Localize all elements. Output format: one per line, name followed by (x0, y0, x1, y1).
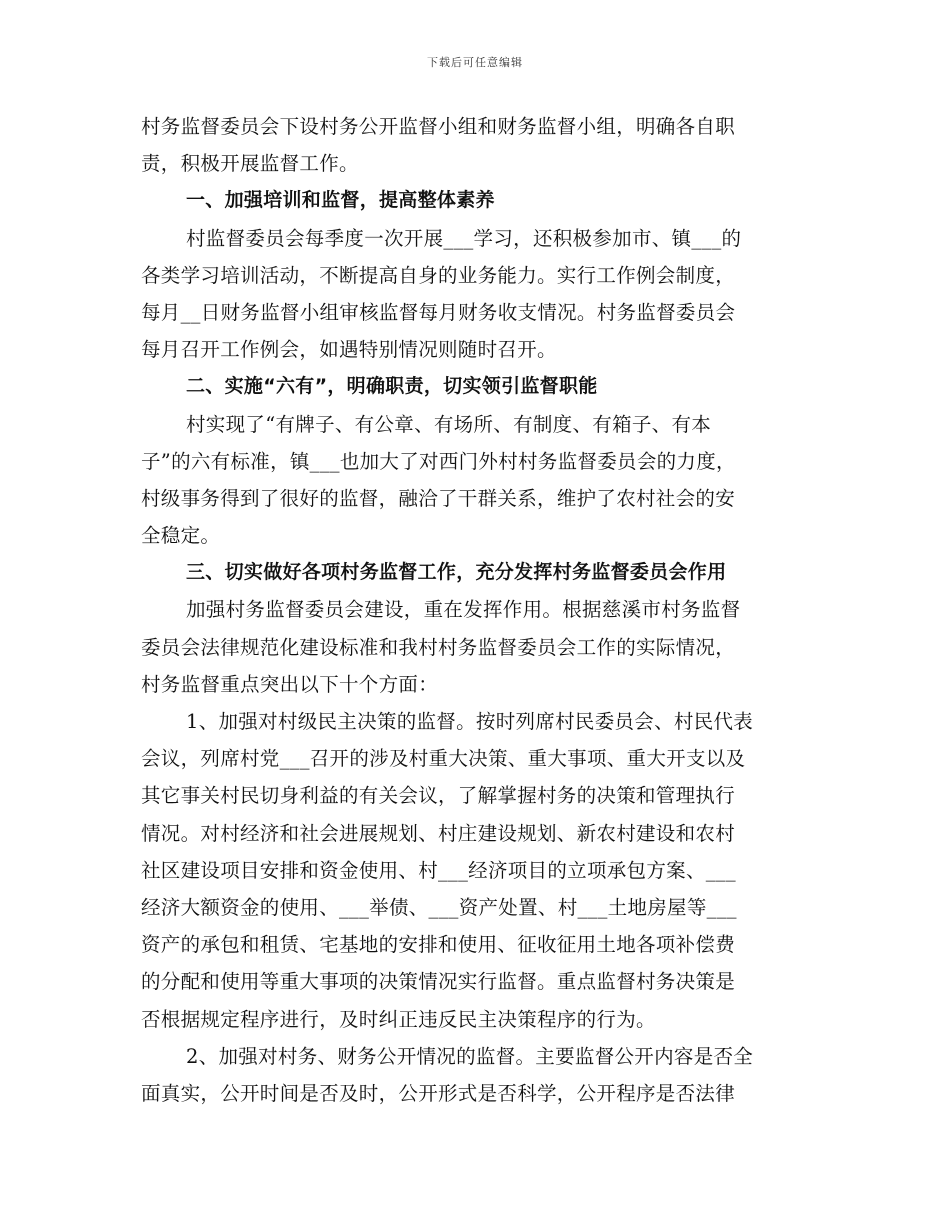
section-heading: 三、切实做好各项村务监督工作，充分发挥村务监督委员会作用 (186, 561, 727, 584)
text-line: 情况。对村经济和社会进展规划、村庄建设规划、新农村建设和农村 (141, 821, 736, 845)
text-line: 村级事务得到了很好的监督，融洽了干群关系，维护了农村社会的安 (141, 486, 736, 510)
text-line: 每月__日财务监督小组审核监督每月财务收支情况。村务监督委员会 (141, 300, 736, 324)
header-note: 下载后可任意编辑 (427, 56, 523, 69)
document-body (141, 108, 801, 1112)
text-line: 村实现了“有牌子、有公章、有场所、有制度、有箱子、有本 (186, 412, 712, 436)
text-line: 1、加强对村级民主决策的监督。按时列席村民委员会、村民代表 (186, 710, 754, 733)
text-line: 加强村务监督委员会建设，重在发挥作用。根据慈溪市村务监督 (186, 598, 741, 622)
text-line: 村监督委员会每季度一次开展___学习，还积极参加市、镇___的 (186, 226, 742, 250)
text-line: 子”的六有标准，镇___也加大了对西门外村村务监督委员会的力度， (141, 449, 736, 473)
section-heading: 一、加强培训和监督，提高整体素养 (186, 189, 495, 212)
text-line: 否根据规定程序进行，及时纠正违反民主决策程序的行为。 (141, 1007, 656, 1031)
section-heading: 二、实施“六有”，明确职责，切实领引监督职能 (186, 375, 598, 398)
text-line: 村务监督委员会下设村务公开监督小组和财务监督小组，明确各自职 (141, 115, 736, 138)
text-line: 经济大额资金的使用、___举债、___资产处置、村___土地房屋等___ (141, 895, 737, 919)
text-line: 各类学习培训活动，不断提高自身的业务能力。实行工作例会制度， (141, 263, 736, 287)
text-line: 委员会法律规范化建设标准和我村村务监督委员会工作的实际情况， (141, 635, 736, 659)
text-line: 的分配和使用等重大事项的决策情况实行监督。重点监督村务决策是 (141, 970, 736, 994)
text-line: 资产的承包和租赁、宅基地的安排和使用、征收征用土地各项补偿费 (141, 933, 736, 957)
text-line: 社区建设项目安排和资金使用、村___经济项目的立项承包方案、___ (141, 858, 736, 882)
text-line: 每月召开工作例会，如遇特别情况则随时召开。 (141, 338, 557, 362)
text-line: 2、加强对村务、财务公开情况的监督。主要监督公开内容是否全 (186, 1044, 754, 1068)
text-line: 面真实，公开时间是否及时，公开形式是否科学，公开程序是否法律 (141, 1081, 736, 1105)
text-line: 会议，列席村党___召开的涉及村重大决策、重大事项、重大开支以及 (141, 747, 746, 771)
text-line: 其它事关村民切身利益的有关会议，了解掌握村务的决策和管理执行 (141, 784, 736, 808)
text-line: 全稳定。 (141, 524, 221, 548)
text-line: 责，积极开展监督工作。 (141, 152, 359, 176)
text-line: 村务监督重点突出以下十个方面： (141, 672, 439, 696)
